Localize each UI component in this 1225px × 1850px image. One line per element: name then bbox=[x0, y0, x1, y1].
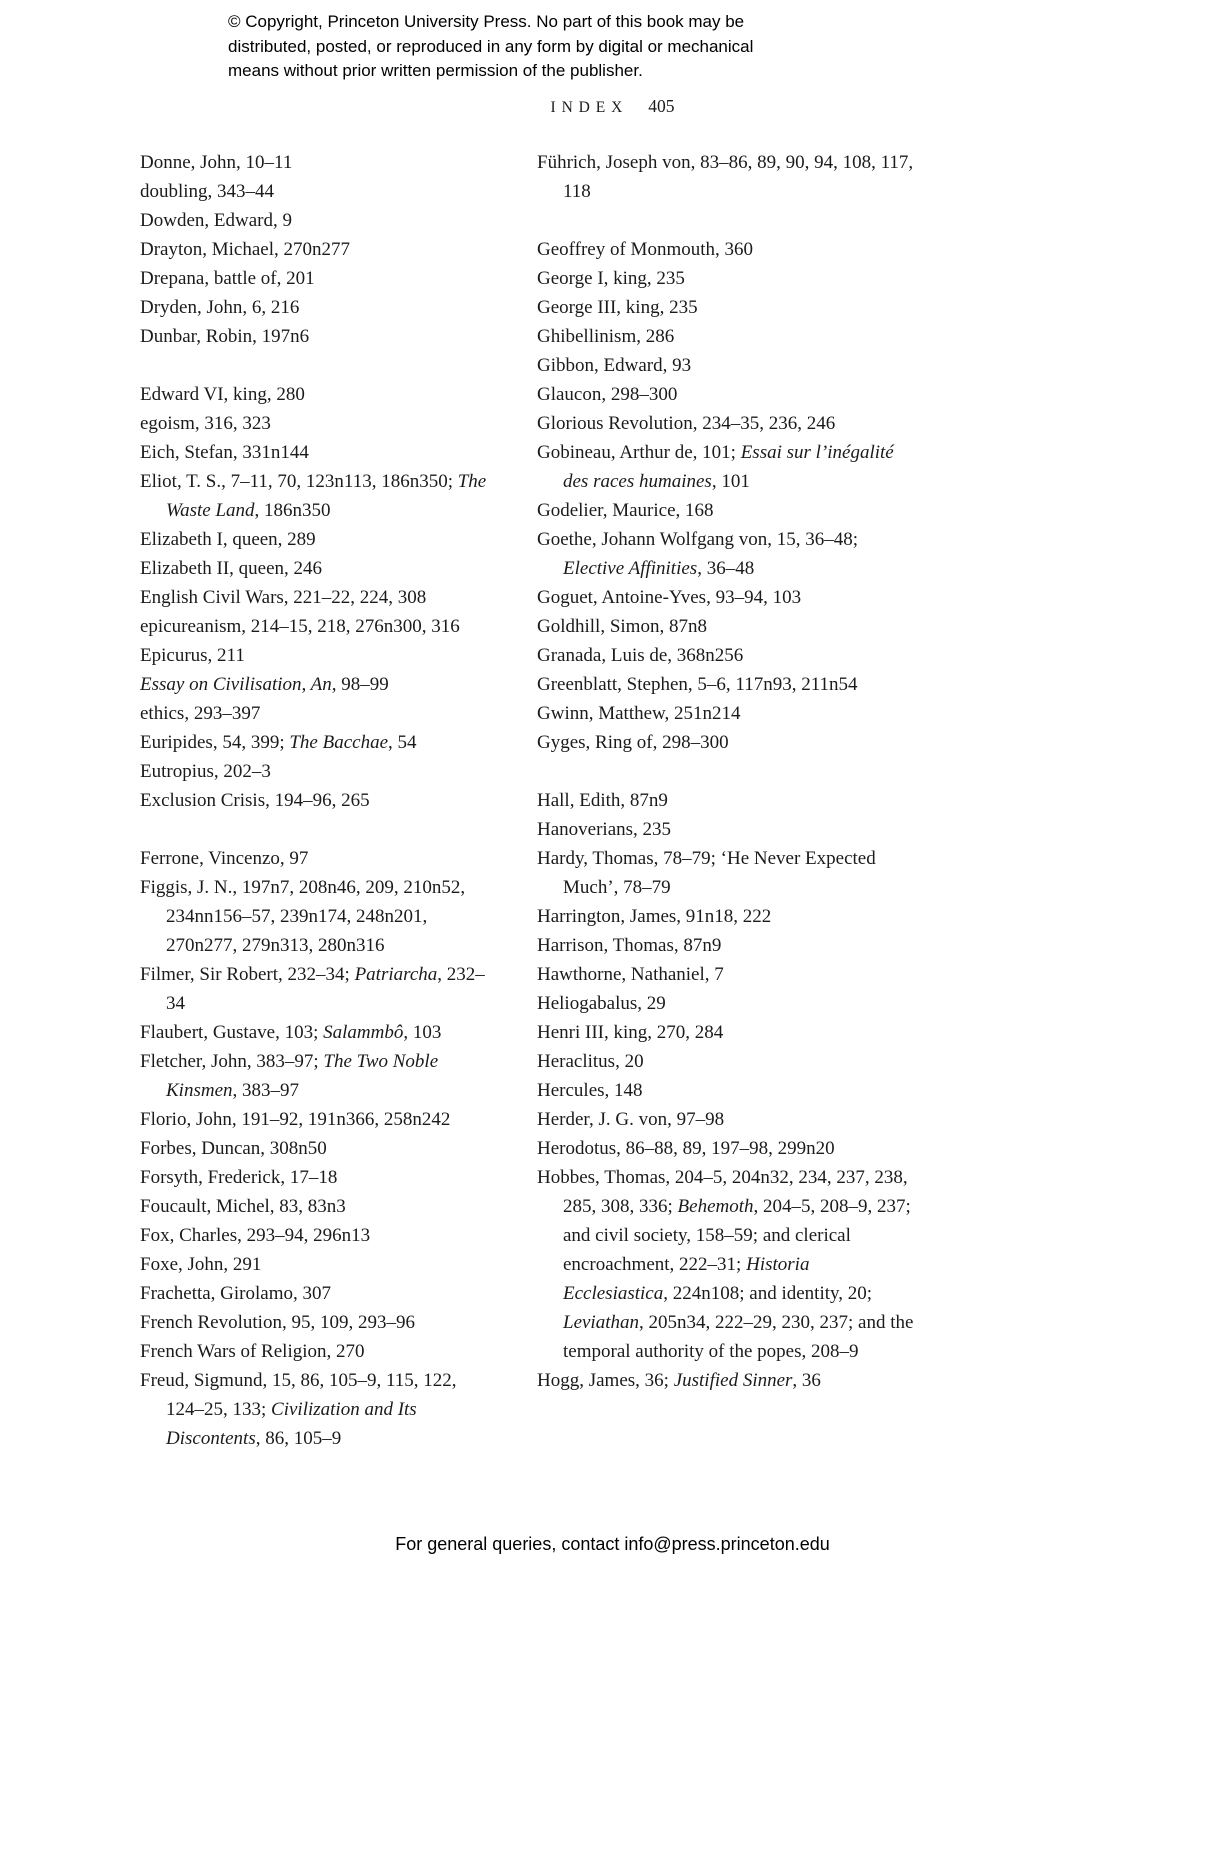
index-entry-text-segment: , 54 bbox=[388, 732, 417, 753]
index-entry-text-segment: Elizabeth I, queen, 289 bbox=[140, 529, 316, 550]
index-entry bbox=[140, 844, 492, 873]
index-entry-text-segment: Forbes, Duncan, 308n50 bbox=[140, 1138, 327, 1159]
index-entry-title-segment: Salammbô bbox=[323, 1022, 404, 1043]
index-entry bbox=[140, 728, 492, 757]
index-entry-title-segment: Essay on Civilisation, An bbox=[140, 674, 332, 695]
index-entry bbox=[537, 148, 915, 206]
index-entry-text-segment: Führich, Joseph von, 83–86, 89, 90, 94, 108, 117, 118 bbox=[537, 152, 914, 202]
index-entry bbox=[140, 438, 492, 467]
index-entry bbox=[140, 1134, 492, 1163]
index-entry-text-segment: Gwinn, Matthew, 251n214 bbox=[537, 703, 741, 724]
index-entry bbox=[537, 1163, 915, 1366]
index-entry-text-segment: , 204–5, 208–9, 237; and civil society, 158–59; and clerical encroachment, 222–31; bbox=[563, 1196, 911, 1275]
index-entry bbox=[537, 1366, 915, 1395]
index-entry-title-segment: The Bacchae bbox=[289, 732, 389, 753]
index-entry bbox=[537, 525, 915, 583]
index-entry bbox=[537, 815, 915, 844]
index-entry-title-segment: Civilization and Its Discontents bbox=[166, 1399, 417, 1449]
index-entry-text-segment: George III, king, 235 bbox=[537, 297, 698, 318]
index-entry-text-segment: Elizabeth II, queen, 246 bbox=[140, 558, 323, 579]
index-entry-text-segment: Foxe, John, 291 bbox=[140, 1254, 262, 1275]
index-entry bbox=[140, 786, 492, 815]
index-entry-title-segment: Patriarcha bbox=[354, 964, 438, 985]
index-entry-text-segment: Frachetta, Girolamo, 307 bbox=[140, 1283, 332, 1304]
index-entry-text-segment: Donne, John, 10–11 bbox=[140, 152, 293, 173]
copyright-line-1: © Copyright, Princeton University Press. No part of this book may be bbox=[228, 12, 745, 31]
copyright-line-3: means without prior written permission of the publisher. bbox=[228, 61, 643, 80]
index-group bbox=[140, 380, 492, 815]
index-entry bbox=[140, 1221, 492, 1250]
index-entry-text-segment: Drepana, battle of, 201 bbox=[140, 268, 315, 289]
index-entry bbox=[537, 322, 915, 351]
index-entry bbox=[537, 264, 915, 293]
index-entry-text-segment: Epicurus, 211 bbox=[140, 645, 245, 666]
index-entry bbox=[537, 699, 915, 728]
index-entry bbox=[140, 583, 492, 612]
index-group bbox=[537, 786, 915, 1395]
index-entry-text-segment: Foucault, Michel, 83, 83n3 bbox=[140, 1196, 346, 1217]
index-entry-text-segment: , 86, 105–9 bbox=[255, 1428, 342, 1449]
index-entry-text-segment: Hardy, Thomas, 78–79; ‘He Never Expected Much’, 78–79 bbox=[537, 848, 876, 898]
index-entry bbox=[140, 467, 492, 525]
index-entry-text-segment: Eich, Stefan, 331n144 bbox=[140, 442, 309, 463]
index-entry-text-segment: Euripides, 54, 399; bbox=[140, 732, 290, 753]
index-entry-title-segment: Elective Affinities bbox=[563, 558, 698, 579]
index-entry bbox=[140, 177, 492, 206]
index-entry bbox=[537, 612, 915, 641]
index-entry-text-segment: Ferrone, Vincenzo, 97 bbox=[140, 848, 309, 869]
index-entry bbox=[537, 380, 915, 409]
index-entry-text-segment: Hogg, James, 36; bbox=[537, 1370, 674, 1391]
index-entry-text-segment: Filmer, Sir Robert, 232–34; bbox=[140, 964, 355, 985]
index-entry-text-segment: Herodotus, 86–88, 89, 197–98, 299n20 bbox=[537, 1138, 835, 1159]
index-entry bbox=[537, 1076, 915, 1105]
index-entry bbox=[140, 670, 492, 699]
index-group bbox=[537, 148, 915, 206]
index-entry bbox=[140, 322, 492, 351]
index-entry-title-segment: Historia Ecclesiastica bbox=[563, 1254, 810, 1304]
index-entry-title-segment: Behemoth bbox=[677, 1196, 754, 1217]
index-entry bbox=[537, 641, 915, 670]
index-entry-text-segment: , 232–34 bbox=[166, 964, 485, 1014]
index-entry-text-segment: French Wars of Religion, 270 bbox=[140, 1341, 365, 1362]
index-entry bbox=[537, 989, 915, 1018]
index-entry-text-segment: , 101 bbox=[711, 471, 750, 492]
index-entry-title-segment: The Waste Land bbox=[166, 471, 487, 521]
index-entry-text-segment: Gyges, Ring of, 298–300 bbox=[537, 732, 729, 753]
index-entry-text-segment: Geoffrey of Monmouth, 360 bbox=[537, 239, 754, 260]
copyright-line-2: distributed, posted, or reproduced in any form by digital or mechanical bbox=[228, 36, 754, 56]
index-entry-text-segment: Drayton, Michael, 270n277 bbox=[140, 239, 351, 260]
index-entry-text-segment: Hanoverians, 235 bbox=[537, 819, 672, 840]
footer-queries bbox=[0, 1534, 1225, 1555]
index-column-left bbox=[140, 148, 492, 1453]
index-entry bbox=[140, 1250, 492, 1279]
index-entry-text-segment: , 103 bbox=[403, 1022, 442, 1043]
index-entry bbox=[140, 757, 492, 786]
index-entry-title-segment: Justified Sinner bbox=[673, 1370, 793, 1391]
index-entry-text-segment: Goguet, Antoine-Yves, 93–94, 103 bbox=[537, 587, 802, 608]
index-entry-text-segment: Hobbes, Thomas, 204–5, 204n32, 234, 237, 238, 285, 308, 336; bbox=[537, 1167, 908, 1217]
index-entry-title-segment: Leviathan bbox=[563, 1312, 639, 1333]
index-entry bbox=[537, 409, 915, 438]
index-entry bbox=[140, 554, 492, 583]
index-group bbox=[140, 148, 492, 351]
index-entry-text-segment: Harrison, Thomas, 87n9 bbox=[537, 935, 722, 956]
index-entry bbox=[537, 1134, 915, 1163]
index-entry bbox=[537, 786, 915, 815]
index-entry-text-segment: Hercules, 148 bbox=[537, 1080, 643, 1101]
index-entry bbox=[537, 1105, 915, 1134]
index-entry bbox=[537, 902, 915, 931]
index-entry bbox=[537, 438, 915, 496]
index-entry bbox=[140, 264, 492, 293]
index-entry bbox=[140, 873, 492, 960]
index-columns bbox=[140, 148, 915, 1453]
index-entry bbox=[537, 1018, 915, 1047]
index-entry bbox=[140, 1163, 492, 1192]
index-entry-text-segment: Goethe, Johann Wolfgang von, 15, 36–48; bbox=[537, 529, 859, 550]
page-number: 405 bbox=[648, 96, 675, 116]
index-entry bbox=[537, 1047, 915, 1076]
index-group bbox=[140, 844, 492, 1453]
index-entry-text-segment: , 205n34, 222–29, 230, 237; and the temporal authority of the popes, 208–9 bbox=[563, 1312, 914, 1362]
index-entry-text-segment: Heliogabalus, 29 bbox=[537, 993, 666, 1014]
index-entry bbox=[140, 612, 492, 641]
index-entry-text-segment: Eliot, T. S., 7–11, 70, 123n113, 186n350; bbox=[140, 471, 458, 492]
index-entry-text-segment: Forsyth, Frederick, 17–18 bbox=[140, 1167, 338, 1188]
index-group bbox=[537, 235, 915, 757]
index-entry bbox=[537, 728, 915, 757]
index-entry-text-segment: , 186n350 bbox=[254, 500, 331, 521]
index-entry-text-segment: Glaucon, 298–300 bbox=[537, 384, 678, 405]
index-column-right bbox=[537, 148, 915, 1453]
index-entry bbox=[537, 960, 915, 989]
index-entry bbox=[140, 1337, 492, 1366]
index-entry bbox=[537, 293, 915, 322]
index-entry-text-segment: , 36–48 bbox=[697, 558, 755, 579]
index-entry-text-segment: Greenblatt, Stephen, 5–6, 117n93, 211n54 bbox=[537, 674, 858, 695]
index-entry-text-segment: Hall, Edith, 87n9 bbox=[537, 790, 668, 811]
index-entry-text-segment: , 383–97 bbox=[232, 1080, 299, 1101]
index-entry-text-segment: Henri III, king, 270, 284 bbox=[537, 1022, 724, 1043]
index-entry-text-segment: , 224n108; and identity, 20; bbox=[663, 1283, 873, 1304]
index-title: INDEX bbox=[550, 99, 629, 116]
index-entry bbox=[140, 206, 492, 235]
index-entry-text-segment: Fletcher, John, 383–97; bbox=[140, 1051, 324, 1072]
index-entry-text-segment: Harrington, James, 91n18, 222 bbox=[537, 906, 772, 927]
index-entry-text-segment: Godelier, Maurice, 168 bbox=[537, 500, 714, 521]
index-entry-text-segment: Freud, Sigmund, 15, 86, 105–9, 115, 122, 124–25, 133; bbox=[140, 1370, 457, 1420]
index-entry-title-segment: Essai sur l’inégalité des races humaines bbox=[563, 442, 894, 492]
index-entry bbox=[140, 1018, 492, 1047]
index-entry-text-segment: English Civil Wars, 221–22, 224, 308 bbox=[140, 587, 427, 608]
index-entry-title-segment: The Two Noble Kinsmen bbox=[166, 1051, 439, 1101]
index-entry bbox=[140, 1192, 492, 1221]
index-entry bbox=[140, 1366, 492, 1453]
index-entry bbox=[140, 1047, 492, 1105]
index-entry-text-segment: French Revolution, 95, 109, 293–96 bbox=[140, 1312, 415, 1333]
index-entry-text-segment: Eutropius, 202–3 bbox=[140, 761, 271, 782]
index-entry bbox=[537, 235, 915, 264]
footer-text: For general queries, contact info@press.princeton.edu bbox=[395, 1534, 830, 1554]
index-entry bbox=[140, 641, 492, 670]
index-entry-text-segment: Dunbar, Robin, 197n6 bbox=[140, 326, 310, 347]
index-entry-text-segment: doubling, 343–44 bbox=[140, 181, 275, 202]
index-entry-text-segment: Exclusion Crisis, 194–96, 265 bbox=[140, 790, 370, 811]
index-entry-text-segment: Glorious Revolution, 234–35, 236, 246 bbox=[537, 413, 836, 434]
index-entry-text-segment: Figgis, J. N., 197n7, 208n46, 209, 210n52, 234nn156–57, 239n174, 248n201, 270n277, 279n313, 280n316 bbox=[140, 877, 466, 956]
index-entry bbox=[537, 583, 915, 612]
index-entry bbox=[537, 931, 915, 960]
index-entry bbox=[140, 235, 492, 264]
index-entry-text-segment: Dryden, John, 6, 216 bbox=[140, 297, 300, 318]
index-entry-text-segment: Granada, Luis de, 368n256 bbox=[537, 645, 744, 666]
index-entry-text-segment: Hawthorne, Nathaniel, 7 bbox=[537, 964, 724, 985]
index-entry bbox=[140, 525, 492, 554]
index-entry-text-segment: Gibbon, Edward, 93 bbox=[537, 355, 692, 376]
index-entry-text-segment: Florio, John, 191–92, 191n366, 258n242 bbox=[140, 1109, 451, 1130]
index-entry-text-segment: epicureanism, 214–15, 218, 276n300, 316 bbox=[140, 616, 460, 637]
index-entry-text-segment: Goldhill, Simon, 87n8 bbox=[537, 616, 707, 637]
index-entry-text-segment: Flaubert, Gustave, 103; bbox=[140, 1022, 324, 1043]
index-entry-text-segment: Fox, Charles, 293–94, 296n13 bbox=[140, 1225, 371, 1246]
index-entry-text-segment: , 36 bbox=[792, 1370, 821, 1391]
index-entry-text-segment: Ghibellinism, 286 bbox=[537, 326, 675, 347]
index-entry-text-segment: Gobineau, Arthur de, 101; bbox=[537, 442, 741, 463]
index-entry bbox=[140, 148, 492, 177]
index-entry bbox=[140, 1279, 492, 1308]
index-entry bbox=[140, 960, 492, 1018]
copyright-notice bbox=[228, 10, 753, 84]
index-entry bbox=[537, 844, 915, 902]
index-entry bbox=[140, 293, 492, 322]
index-entry-text-segment: Heraclitus, 20 bbox=[537, 1051, 644, 1072]
index-entry-text-segment: Edward VI, king, 280 bbox=[140, 384, 305, 405]
index-entry-text-segment: , 98–99 bbox=[331, 674, 389, 695]
index-entry bbox=[537, 670, 915, 699]
index-entry bbox=[537, 496, 915, 525]
page-header bbox=[0, 96, 1225, 117]
index-entry bbox=[537, 351, 915, 380]
index-entry-text-segment: George I, king, 235 bbox=[537, 268, 685, 289]
index-entry bbox=[140, 409, 492, 438]
index-entry-text-segment: Herder, J. G. von, 97–98 bbox=[537, 1109, 725, 1130]
index-entry bbox=[140, 699, 492, 728]
index-entry-text-segment: Dowden, Edward, 9 bbox=[140, 210, 292, 231]
index-entry-text-segment: ethics, 293–397 bbox=[140, 703, 261, 724]
index-entry bbox=[140, 1105, 492, 1134]
index-entry bbox=[140, 1308, 492, 1337]
index-entry-text-segment: egoism, 316, 323 bbox=[140, 413, 271, 434]
index-entry bbox=[140, 380, 492, 409]
